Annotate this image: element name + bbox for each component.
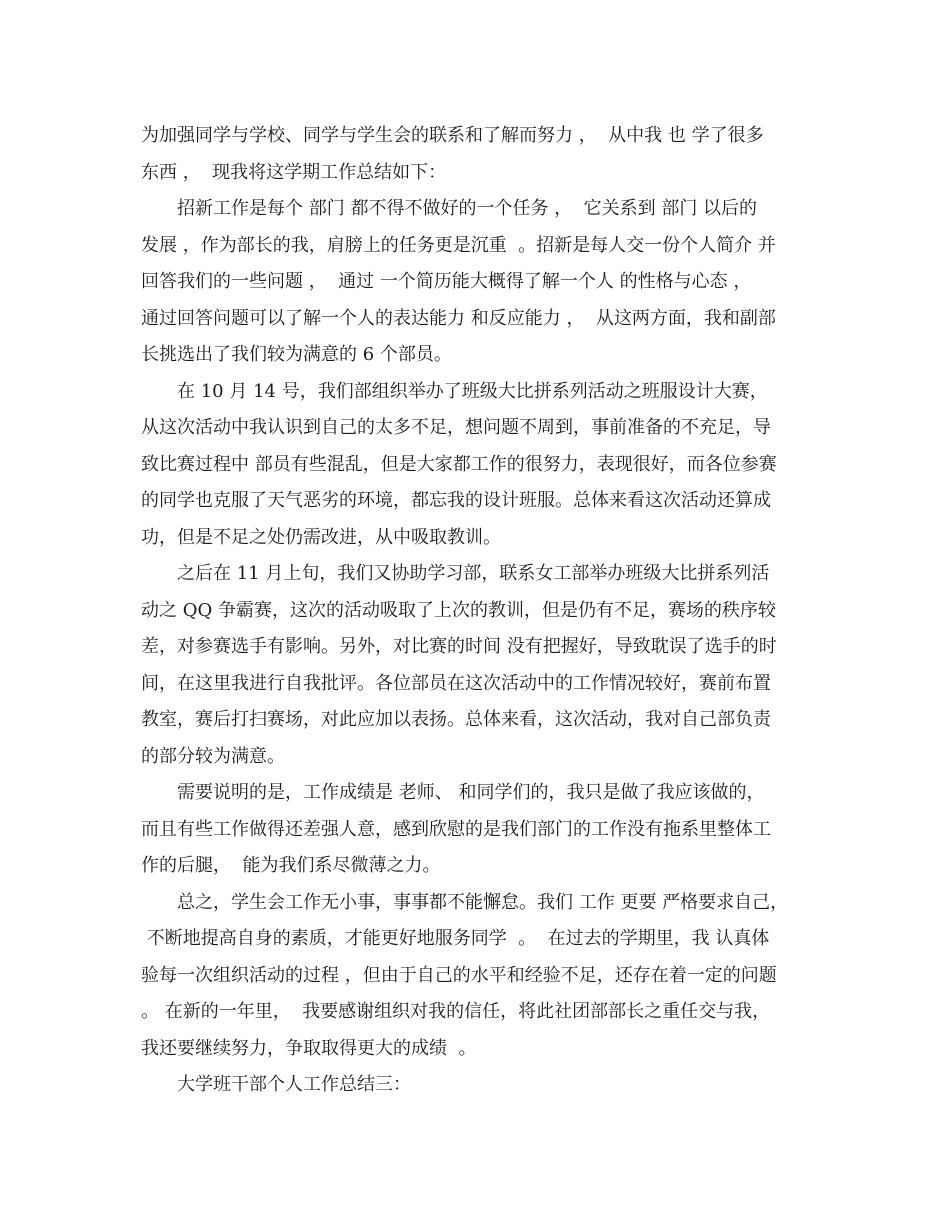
text-line: 教室，赛后打扫赛场，对此应加以表扬。总体来看，这次活动，我对自己部负责	[141, 709, 771, 730]
text-line: 致比赛过程中 部员有些混乱，但是大家都工作的很努力，表现很好，而各位参赛	[141, 453, 777, 475]
text-line: 回答我们的一些问题 ， 通过 一个简历能大概得了解一个人 的性格与心态 ，	[141, 271, 752, 292]
paragraph-start-line: 总之，学生会工作无小事，事事都不能懈怠。我们 工作 更要 严格要求自己，	[177, 891, 789, 913]
text-line: 长挑选出了我们较为满意的 6 个部员。	[141, 344, 452, 365]
paragraph-start-line: 招新工作是每个 部门 都不得不做好的一个任务 ， 它关系到 部门 以后的	[177, 198, 758, 219]
text-line: 从这次活动中我认识到自己的太多不足，想问题不周到，事前准备的不充足，导	[141, 417, 771, 438]
section-heading-line: 大学班干部个人工作总结三：	[177, 1074, 411, 1095]
text-line: 验每一次组织活动的过程 ，但由于自己的水平和经验不足，还存在着一定的问题	[141, 964, 777, 986]
text-line: 的同学也克服了天气恶劣的环境，都忘我的设计班服。总体来看这次活动还算成	[141, 490, 771, 511]
text-line: 我还要继续努力，争取取得更大的成绩 。	[141, 1037, 477, 1059]
text-line: 动之 QQ 争霸赛，这次的活动吸取了上次的教训，但是仍有不足，赛场的秩序较	[141, 599, 776, 621]
text-line: 间，在这里我进行自我批评。各位部员在这次活动中的工作情况较好，赛前布置	[141, 672, 771, 694]
paragraph-start-line: 之后在 11 月上旬，我们又协助学习部，联系女工部举办班级大比拼系列活	[177, 563, 770, 584]
text-line: 为加强同学与学校、同学与学生会的联系和了解而努力 ， 从中我 也 学了很多	[141, 125, 764, 146]
text-line: 。 在新的一年里， 我要感谢组织对我的信任，将此社团部部长之重任交与我，	[141, 1001, 771, 1022]
document-body	[141, 118, 821, 1104]
text-line: 差，对参赛选手有影响。另外，对比赛的时间 没有把握好，导致耽误了选手的时	[141, 636, 777, 657]
text-line: 的部分较为满意。	[141, 745, 285, 767]
paragraph-start-line: 需要说明的是，工作成绩是 老师、 和同学们的，我只是做了我应该做的，	[177, 782, 765, 803]
text-line: 功，但是不足之处仍需改进，从中吸取教训。	[141, 526, 501, 548]
paragraph-start-line: 在 10 月 14 号，我们部组织举办了班级大比拼系列活动之班服设计大赛，	[177, 380, 768, 402]
text-line: 东西 ， 现我将这学期工作总结如下：	[141, 161, 447, 183]
text-line: 发展 ，作为部长的我，肩膀上的任务更是沉重 。招新是每人交一份个人简介 并	[141, 234, 776, 256]
text-line: 不断地提高自身的素质，才能更好地服务同学 。 在过去的学期里，我 认真体	[141, 928, 770, 949]
text-line: 作的后腿， 能为我们系尽微薄之力。	[141, 855, 441, 876]
text-line: 通过回答问题可以了解一个人的表达能力 和反应能力 ， 从这两方面，我和副部	[141, 307, 776, 329]
text-line: 而且有些工作做得还差强人意，感到欣慰的是我们部门的工作没有拖系里整体工	[141, 818, 771, 840]
